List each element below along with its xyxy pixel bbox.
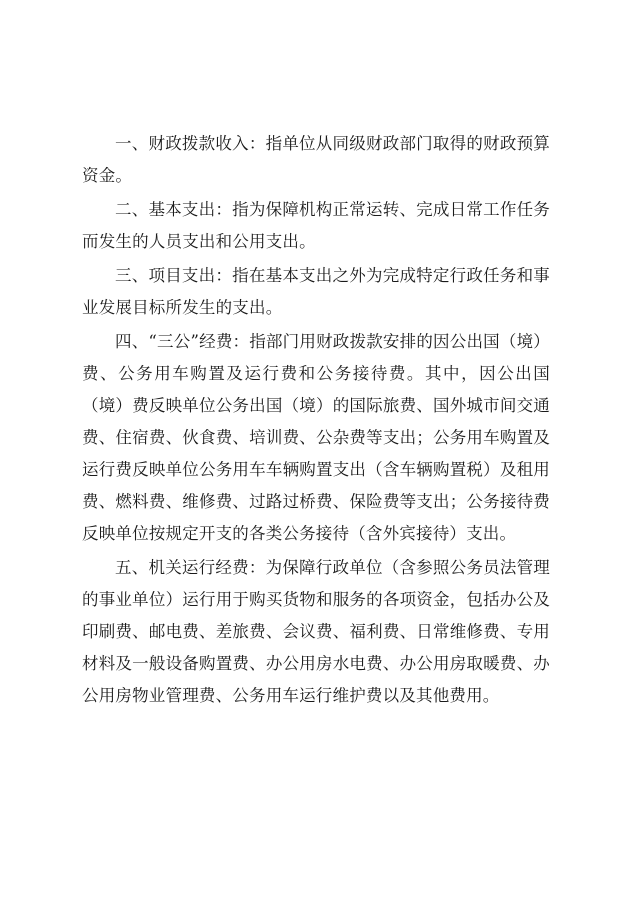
paragraph-agency-operating-expenses: 五、机关运行经费：为保障行政单位（含参照公务员法管理的事业单位）运行用于购买货物和服务的各项资金，包括办公及印刷费、邮电费、差旅费、会议费、福利费、日常维修费、专用材料及一般设备购置费、办公用房水电费、办公用房取暖费、办公用房物业管理费、公务用车运行维护费以及其他费用。 [82, 558, 550, 705]
paragraph-basic-expenditure: 二、基本支出：指为保障机构正常运转、完成日常工作任务而发生的人员支出和公用支出。 [82, 200, 550, 251]
paragraph-financial-appropriation-income: 一、财政拨款收入：指单位从同级财政部门取得的财政预算资金。 [82, 134, 550, 185]
paragraph-three-public-expenses: 四、“三公”经费：指部门用财政拨款安排的因公出国（境）费、公务用车购置及运行费和公务接待费。其中，因公出国（境）费反映单位公务出国（境）的国际旅费、国外城市间交通费、住宿费、伙食费、培训费、公杂费等支出；公务用车购置及运行费反映单位公务用车车辆购置支出（含车辆购置税）及租用费、燃料费、维修费、过路过桥费、保险费等支出；公务接待费反映单位按规定开支的各类公务接待（含外宾接待）支出。 [82, 332, 550, 543]
paragraph-project-expenditure: 三、项目支出：指在基本支出之外为完成特定行政任务和事业发展目标所发生的支出。 [82, 266, 550, 317]
document-body [82, 128, 550, 714]
